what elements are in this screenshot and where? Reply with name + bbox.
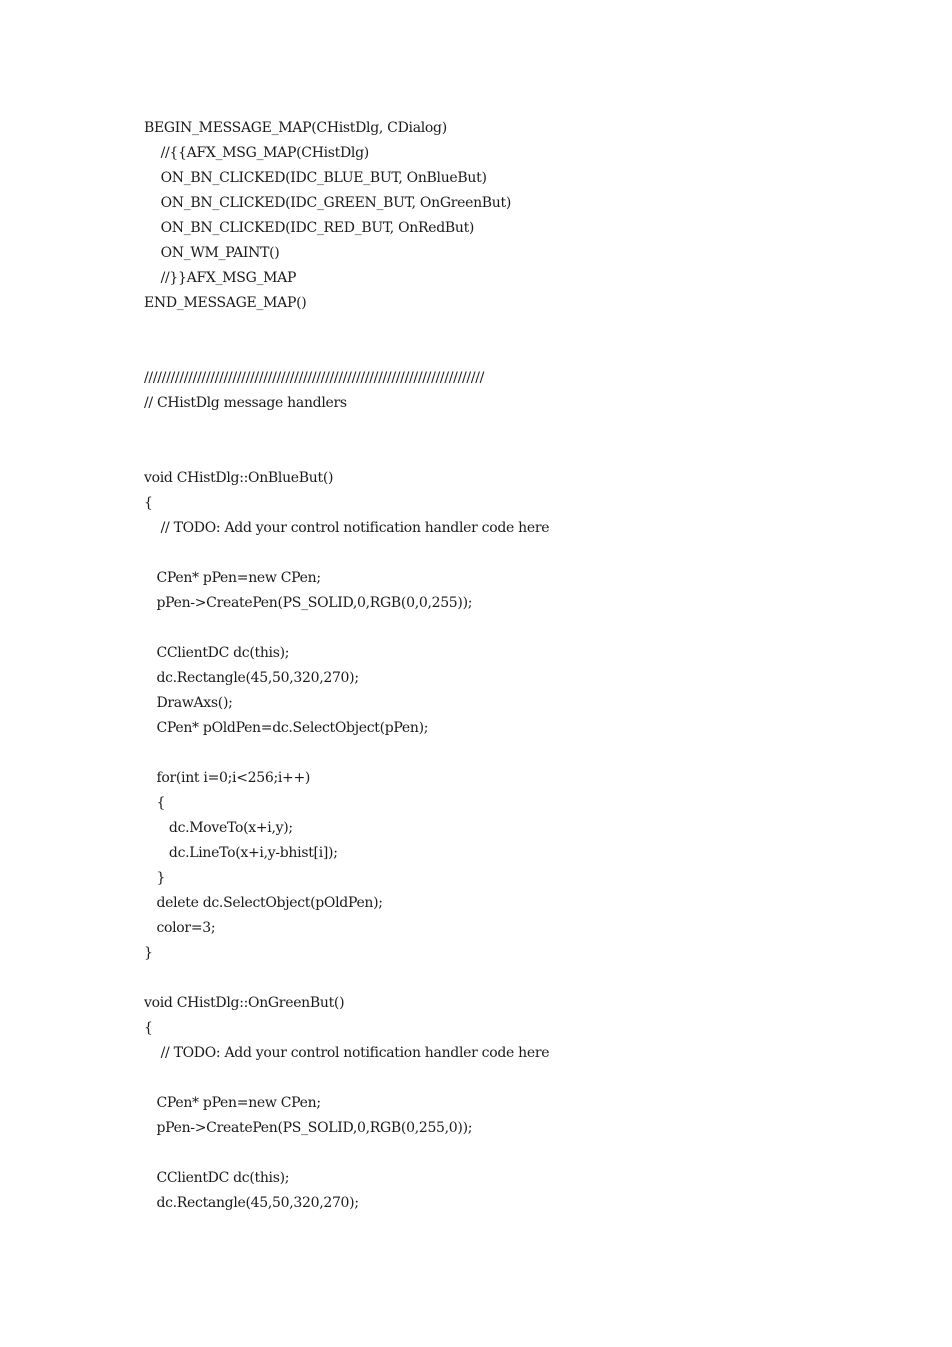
code-line: ON_WM_PAINT() xyxy=(144,245,280,261)
code-line xyxy=(144,441,549,466)
code-line: delete dc.SelectObject(pOldPen); xyxy=(144,895,383,911)
code-line: // CHistDlg message handlers xyxy=(144,395,347,411)
code-listing xyxy=(144,116,549,1216)
code-line: ON_BN_CLICKED(IDC_GREEN_BUT, OnGreenBut) xyxy=(144,195,511,211)
code-line: dc.LineTo(x+i,y-bhist[i]); xyxy=(144,845,338,861)
code-line: pPen->CreatePen(PS_SOLID,0,RGB(0,0,255)); xyxy=(144,595,473,611)
code-line: DrawAxs(); xyxy=(144,695,233,711)
code-line: //}}AFX_MSG_MAP xyxy=(144,270,297,286)
code-line: CClientDC dc(this); xyxy=(144,645,290,661)
code-line: // TODO: Add your control notification handler code here xyxy=(144,520,550,536)
code-line: { xyxy=(144,795,166,811)
code-line xyxy=(144,416,549,441)
code-line: dc.Rectangle(45,50,320,270); xyxy=(144,670,359,686)
code-line: // TODO: Add your control notification handler code here xyxy=(144,1045,550,1061)
code-line: } xyxy=(144,945,153,961)
code-line: ON_BN_CLICKED(IDC_BLUE_BUT, OnBlueBut) xyxy=(144,170,487,186)
code-line xyxy=(144,616,549,641)
code-line xyxy=(144,341,549,366)
code-line xyxy=(144,741,549,766)
code-line: CPen* pPen=new CPen; xyxy=(144,1095,321,1111)
code-line: void CHistDlg::OnGreenBut() xyxy=(144,995,345,1011)
code-line: pPen->CreatePen(PS_SOLID,0,RGB(0,255,0)); xyxy=(144,1120,473,1136)
code-line: END_MESSAGE_MAP() xyxy=(144,295,307,311)
code-line: } xyxy=(144,870,166,886)
code-line: CClientDC dc(this); xyxy=(144,1170,290,1186)
code-line: dc.Rectangle(45,50,320,270); xyxy=(144,1195,359,1211)
code-line xyxy=(144,1141,549,1166)
code-line: for(int i=0;i<256;i++) xyxy=(144,770,311,786)
code-line: dc.MoveTo(x+i,y); xyxy=(144,820,293,836)
code-line xyxy=(144,966,549,991)
code-line: CPen* pOldPen=dc.SelectObject(pPen); xyxy=(144,720,429,736)
code-line: color=3; xyxy=(144,920,216,936)
code-line: BEGIN_MESSAGE_MAP(CHistDlg, CDialog) xyxy=(144,120,447,136)
code-line: void CHistDlg::OnBlueBut() xyxy=(144,470,334,486)
code-line xyxy=(144,316,549,341)
code-line: //{{AFX_MSG_MAP(CHistDlg) xyxy=(144,145,369,161)
code-line xyxy=(144,541,549,566)
code-line: { xyxy=(144,1020,153,1036)
code-line: { xyxy=(144,495,153,511)
code-line: ///////////////////////////////////////////////////////////////////////////// xyxy=(144,370,485,386)
code-line xyxy=(144,1066,549,1091)
code-line: CPen* pPen=new CPen; xyxy=(144,570,321,586)
code-line: ON_BN_CLICKED(IDC_RED_BUT, OnRedBut) xyxy=(144,220,475,236)
